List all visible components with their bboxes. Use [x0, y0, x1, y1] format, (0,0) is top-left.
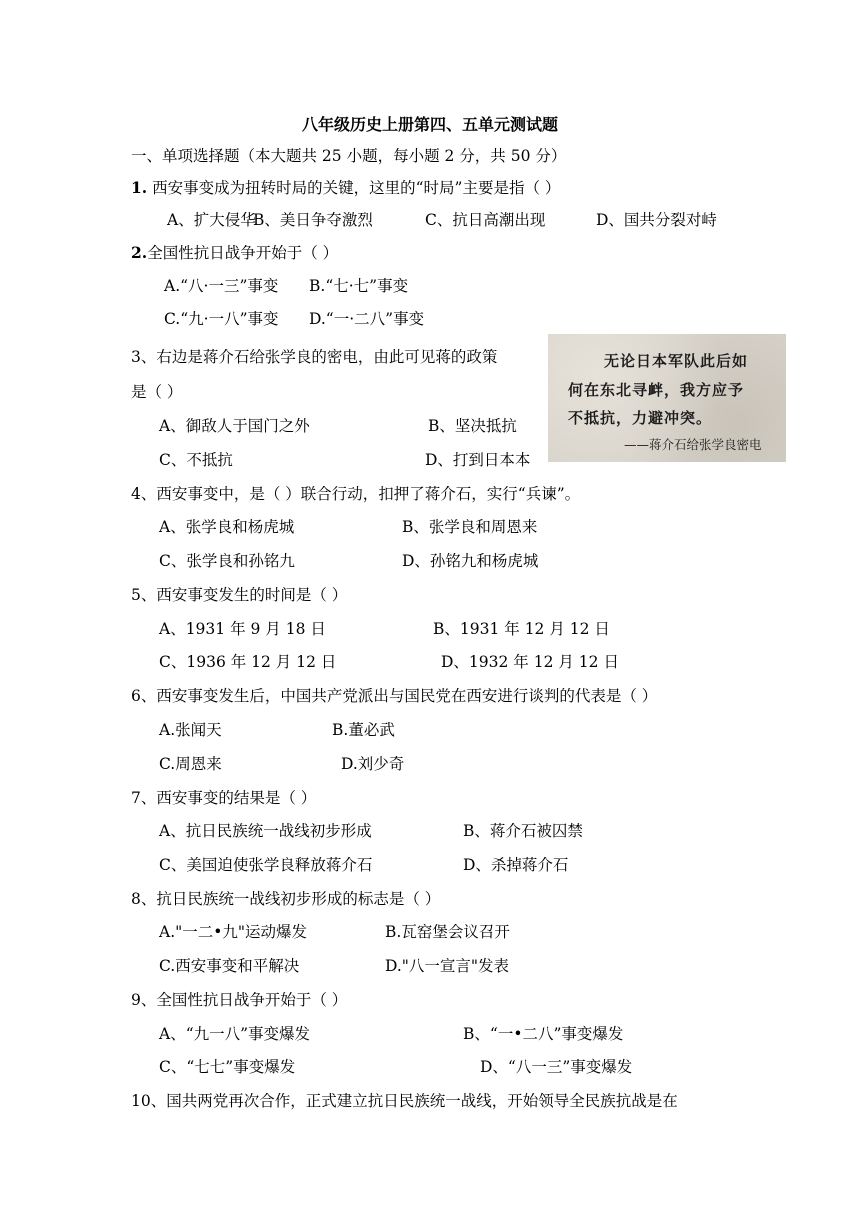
question-7-stem: 7、西安事变的结果是（ ）: [131, 789, 317, 807]
question-3-option-b: B、坚决抵抗: [428, 417, 517, 435]
question-9-option-c: C、“七七”事变爆发: [159, 1058, 296, 1076]
telegram-source: ——蒋介石给张学良密电: [624, 437, 762, 452]
question-2-number: 2.: [131, 243, 148, 262]
question-6-option-d: D.刘少奇: [341, 755, 405, 773]
question-5-option-c: C、1936 年 12 月 12 日: [159, 653, 337, 671]
question-1-stem: [131, 178, 560, 198]
question-7-option-a: A、抗日民族统一战线初步形成: [159, 822, 372, 840]
telegram-line-3: 不抵抗，力避冲突。: [568, 409, 713, 427]
question-3-option-c: C、不抵抗: [159, 451, 233, 469]
question-1-option-c: C、抗日高潮出现: [425, 211, 546, 229]
question-5-option-d: D、1932 年 12 月 12 日: [441, 653, 619, 671]
question-7-option-b: B、蒋介石被囚禁: [463, 822, 583, 840]
telegram-line-1: 无论日本军队此后如: [604, 352, 749, 370]
question-8-stem: 8、抗日民族统一战线初步形成的标志是（ ）: [131, 890, 441, 908]
telegram-line-2: 何在东北寻衅，我方应予: [568, 381, 745, 399]
question-6-stem: 6、西安事变发生后，中国共产党派出与国民党在西安进行谈判的代表是（ ）: [131, 687, 658, 705]
section-heading: 一、单项选择题（本大题共 25 小题，每小题 2 分，共 50 分）: [131, 147, 567, 165]
question-6-option-b: B.董必武: [332, 721, 395, 739]
question-1-option-a: A、扩大侵华: [167, 211, 256, 229]
question-7-option-c: C、美国迫使张学良释放蒋介石: [159, 856, 373, 874]
question-2-stem: [131, 243, 338, 263]
question-4-option-b: B、张学良和周恩来: [402, 518, 538, 536]
exam-title: 八年级历史上册第四、五单元测试题: [301, 115, 558, 134]
question-3-stem-line-1: 3、右边是蒋介石给张学良的密电，由此可见蒋的政策: [131, 348, 498, 366]
question-1-number: 1.: [131, 178, 148, 197]
question-8-option-a: A."一二•九"运动爆发: [159, 923, 308, 941]
question-6-option-c: C.周恩来: [159, 755, 222, 773]
question-8-option-d: D."八一宣言"发表: [385, 957, 510, 975]
question-6-option-a: A.张闻天: [159, 721, 222, 739]
question-5-option-b: B、1931 年 12 月 12 日: [433, 620, 610, 638]
question-2-text: 全国性抗日战争开始于（ ）: [147, 244, 339, 262]
question-2-option-d: D.“一·二八”事变: [309, 310, 425, 328]
question-5-option-a: A、1931 年 9 月 18 日: [159, 620, 326, 638]
question-3-stem-line-2: 是（ ）: [131, 383, 183, 401]
question-10-stem: 10、国共两党再次合作，正式建立抗日民族统一战线，开始领导全民族抗战是在: [131, 1092, 678, 1110]
question-4-stem: 4、西安事变中，是（ ）联合行动，扣押了蒋介石，实行“兵谏”。: [131, 485, 581, 503]
question-1-text: 西安事变成为扭转时局的关键，这里的“时局”主要是指（ ）: [147, 179, 561, 197]
question-4-option-d: D、孙铭九和杨虎城: [402, 552, 539, 570]
telegram-photo: [548, 334, 786, 462]
question-9-option-a: A、“九一八”事变爆发: [159, 1025, 311, 1043]
question-1-option-d: D、国共分裂对峙: [596, 211, 717, 229]
question-2-option-c: C.“九·一八”事变: [164, 310, 279, 328]
question-8-option-b: B.瓦窑堡会议召开: [385, 923, 510, 941]
question-8-option-c: C.西安事变和平解决: [159, 957, 300, 975]
question-9-option-d: D、“八一三”事变爆发: [480, 1058, 633, 1076]
question-4-option-c: C、张学良和孙铭九: [159, 552, 295, 570]
question-7-option-d: D、杀掉蒋介石: [463, 856, 569, 874]
question-5-stem: 5、西安事变发生的时间是（ ）: [131, 586, 348, 604]
question-3-option-d: D、打到日本本: [425, 451, 531, 469]
question-2-option-b: B.“七·七”事变: [309, 277, 409, 295]
question-9-stem: 9、全国性抗日战争开始于（ ）: [131, 991, 348, 1009]
question-4-option-a: A、张学良和杨虎城: [159, 518, 295, 536]
question-9-option-b: B、“一•二八”事变爆发: [463, 1025, 624, 1043]
question-3-option-a: A、御敌人于国门之外: [159, 417, 310, 435]
question-1-option-b: B、美日争夺激烈: [253, 211, 373, 229]
question-2-option-a: A.“八·一三”事变: [164, 277, 279, 295]
